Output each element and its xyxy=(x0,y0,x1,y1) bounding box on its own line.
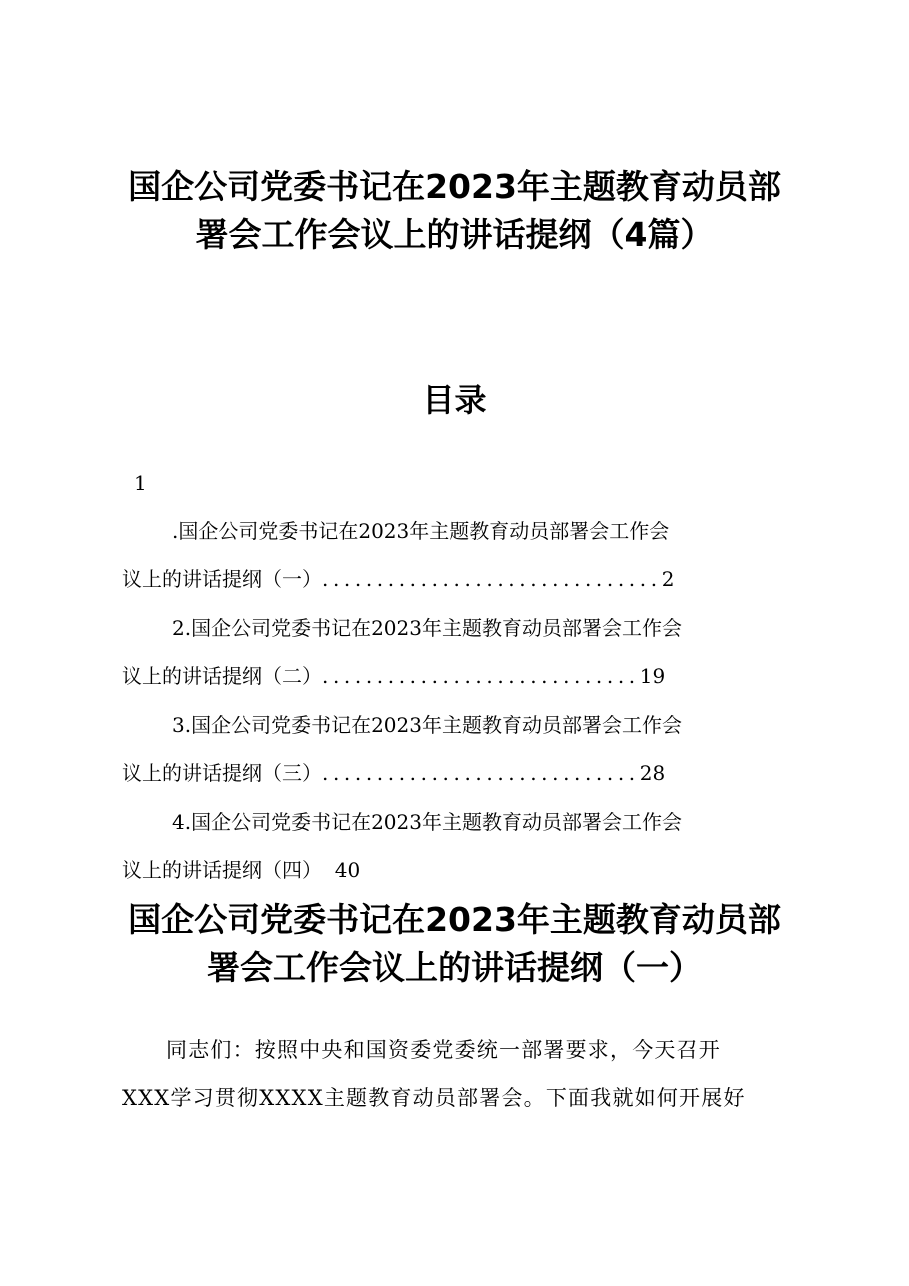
section-1-title-line-2: 署会工作会议上的讲话提纲（一） xyxy=(207,948,702,987)
toc-entry-1-title: 议上的讲话提纲（一） xyxy=(122,567,322,591)
toc-entry-1-page: 2 xyxy=(661,567,675,591)
toc-lone-number: 1 xyxy=(134,471,147,495)
toc-entry-3-leader: ............................. xyxy=(322,761,640,785)
toc-entry-2-line-2 xyxy=(122,661,797,691)
toc-entry-3-page: 28 xyxy=(639,761,666,785)
toc-entry-4-line-1: 4.国企公司党委书记在2023年主题教育动员部署会工作会 xyxy=(172,810,682,834)
body-paragraph xyxy=(122,1026,797,1122)
toc-entry-4-page: 40 xyxy=(334,858,361,882)
toc-heading: 目录 xyxy=(422,381,487,419)
toc-entry-3-line-1: 3.国企公司党委书记在2023年主题教育动员部署会工作会 xyxy=(172,713,682,737)
toc-entry-1[interactable] xyxy=(122,516,797,594)
section-1-title xyxy=(60,896,849,992)
toc-entry-1-leader: ............................... xyxy=(322,567,662,591)
toc-entry-2-leader: ............................. xyxy=(322,664,640,688)
toc-entry-1-line-2 xyxy=(122,564,797,594)
toc-entry-3-line-2 xyxy=(122,758,797,788)
toc-entry-2[interactable] xyxy=(122,613,797,691)
toc-entry-1-line-1: .国企公司党委书记在2023年主题教育动员部署会工作会 xyxy=(172,519,670,543)
section-1-title-line-1: 国企公司党委书记在2023年主题教育动员部 xyxy=(128,900,781,939)
toc-entry-2-title: 议上的讲话提纲（二） xyxy=(122,664,322,688)
document-title xyxy=(60,163,849,259)
document-title-line-1: 国企公司党委书记在2023年主题教育动员部 xyxy=(128,167,781,206)
body-paragraph-line-1: 同志们：按照中央和国资委党委统一部署要求，今天召开 xyxy=(166,1038,721,1062)
toc-entry-4-title: 议上的讲话提纲（四） xyxy=(122,858,322,882)
toc-entry-4-line-2 xyxy=(122,855,797,885)
toc-entry-4[interactable] xyxy=(122,807,797,885)
document-title-line-2: 署会工作会议上的讲话提纲（4篇） xyxy=(195,215,714,254)
toc-entry-2-line-1: 2.国企公司党委书记在2023年主题教育动员部署会工作会 xyxy=(172,616,682,640)
body-paragraph-line-2: XXX学习贯彻XXXX主题教育动员部署会。下面我就如何开展好 xyxy=(122,1086,746,1110)
toc-entry-2-page: 19 xyxy=(639,664,666,688)
toc-entry-3[interactable] xyxy=(122,710,797,788)
toc-entry-3-title: 议上的讲话提纲（三） xyxy=(122,761,322,785)
